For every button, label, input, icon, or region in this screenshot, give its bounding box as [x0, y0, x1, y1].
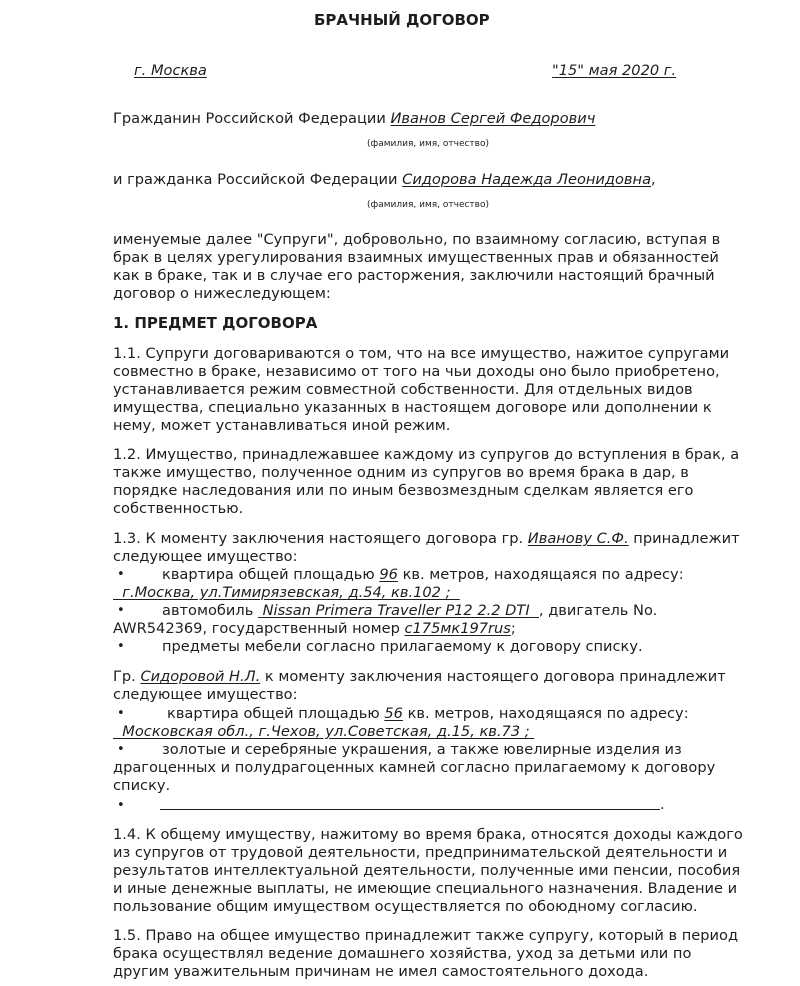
bullet: •	[117, 639, 125, 654]
p13b-bullet2: драгоценных и полудрагоценных камней согласно прилагаемому к договору	[113, 759, 716, 776]
p15-line: другим уважительным причинам не имел самостоятельного дохода.	[113, 963, 649, 980]
p13b-text: кв. метров, находящаяся по адресу:	[407, 705, 689, 722]
bullet: •	[117, 798, 125, 813]
owner2-name: Сидоровой Н.Л.	[140, 668, 261, 685]
p14-line: из супругов от трудовой деятельности, предпринимательской деятельности и	[113, 844, 728, 861]
p13-text: AWR542369, государственный номер	[113, 620, 400, 637]
p12-line: порядке наследования или по иным безвозмездным сделкам является его	[113, 482, 694, 499]
p14-line: пользование общим имуществом осуществляется по обоюдному согласию.	[113, 898, 698, 915]
p14-line: результатов интеллектуальной деятельности, полученные ими пенсии, пособия	[113, 862, 741, 879]
p13-bullet3: предметы мебели согласно прилагаемому к договору списку.	[162, 638, 643, 655]
p13b-line	[113, 668, 726, 686]
blank-line	[160, 809, 660, 810]
car-model	[258, 602, 539, 619]
car-plate: с175мк197rus	[404, 620, 511, 637]
bullet: •	[117, 706, 125, 721]
p11-line: устанавливается режим совместной собственности. Для отдельных видов	[113, 381, 693, 398]
p15-line: брака осуществлял ведение домашнего хозяйства, уход за детьми или по	[113, 945, 692, 962]
p13-text: 1.3. К моменту заключения настоящего договора гр.	[113, 530, 524, 547]
party2-line	[113, 171, 656, 189]
intro-line: договор о нижеследующем:	[113, 285, 331, 302]
party2-suffix: ,	[651, 171, 656, 188]
p13b-text: Гр.	[113, 668, 136, 685]
p13-text: автомобиль	[162, 602, 254, 619]
p12-line: собственностью.	[113, 500, 244, 517]
p11-line: имущества, специально указанных в настоящем договоре или дополнении к	[113, 399, 712, 416]
p13b-line: следующее имущество:	[113, 686, 298, 703]
p13b-bullet1	[167, 705, 689, 723]
party1-name: Иванов Сергей Федорович	[390, 110, 596, 127]
party2-prefix: и гражданка Российской Федерации	[113, 171, 398, 188]
p13b-bullet2: золотые и серебряные украшения, а также ювелирные изделия из	[162, 741, 682, 758]
party2-caption: (фамилия, имя, отчество)	[367, 200, 489, 210]
address-text: Московская обл., г.Чехов, ул.Советская, д.15, кв.73 ;	[122, 723, 530, 740]
p13b-text: квартира общей площадью	[167, 705, 380, 722]
party1-prefix: Гражданин Российской Федерации	[113, 110, 386, 127]
bullet: •	[117, 603, 125, 618]
p13b-text: к моменту заключения настоящего договора принадлежит	[264, 668, 726, 685]
party2-name: Сидорова Надежда Леонидовна	[402, 171, 652, 188]
p11-line: нему, может устанавливаться иной режим.	[113, 417, 451, 434]
p12-line: также имущество, полученное одним из супругов во время брака в дар, в	[113, 464, 689, 481]
intro-line: брак в целях урегулирования взаимных имущественных прав и обязанностей	[113, 249, 719, 266]
contract-date: "15" мая 2020 г.	[552, 62, 677, 79]
p11-line: совместно в браке, независимо от того на чьи доходы оно было приобретено,	[113, 363, 720, 380]
p14-line: 1.4. К общему имуществу, нажитому во время брака, относятся доходы каждого	[113, 826, 743, 843]
p13-text: принадлежит	[633, 530, 740, 547]
party1-caption: (фамилия, имя, отчество)	[367, 139, 489, 149]
p13b-bullet2: списку.	[113, 777, 171, 794]
p13-bullet2-cont	[113, 620, 516, 638]
car-model-text: Nissan Primera Traveller P12 2.2 DTI	[262, 602, 530, 619]
document-title: БРАЧНЫЙ ДОГОВОР	[314, 11, 490, 29]
p14-line: и иные денежные выплаты, не имеющие специального назначения. Владение и	[113, 880, 738, 897]
city: г. Москва	[134, 62, 207, 79]
blank-end: .	[660, 796, 665, 813]
p12-line: 1.2. Имущество, принадлежавшее каждому из супругов до вступления в брак, а	[113, 446, 740, 463]
area-value: 96	[379, 566, 398, 583]
intro-line: как в браке, так и в случае его расторжения, заключили настоящий брачный	[113, 267, 715, 284]
party1-line	[113, 110, 595, 128]
bullet: •	[117, 742, 125, 757]
bullet: •	[117, 567, 125, 582]
p13-line	[113, 530, 740, 548]
p13-text: кв. метров, находящаяся по адресу:	[402, 566, 684, 583]
section-title: 1. ПРЕДМЕТ ДОГОВОРА	[113, 314, 318, 332]
p13-bullet2	[162, 602, 657, 620]
p13-line: следующее имущество:	[113, 548, 298, 565]
area-value: 56	[384, 705, 403, 722]
p13-text: квартира общей площадью	[162, 566, 375, 583]
p13-text: ;	[510, 620, 516, 637]
p11-line: 1.1. Супруги договариваются о том, что на все имущество, нажитое супругами	[113, 345, 730, 362]
address2	[113, 723, 534, 741]
p13-text: , двигатель No.	[538, 602, 658, 619]
address1	[113, 584, 460, 602]
p13-bullet1	[162, 566, 684, 584]
p15-line: 1.5. Право на общее имущество принадлежит также супругу, который в период	[113, 927, 739, 944]
intro-line: именуемые далее "Супруги", добровольно, по взаимному согласию, вступая в	[113, 231, 721, 248]
owner1-name: Иванову С.Ф.	[527, 530, 629, 547]
address-text: г.Москва, ул.Тимирязевская, д.54, кв.102 ;	[122, 584, 451, 601]
